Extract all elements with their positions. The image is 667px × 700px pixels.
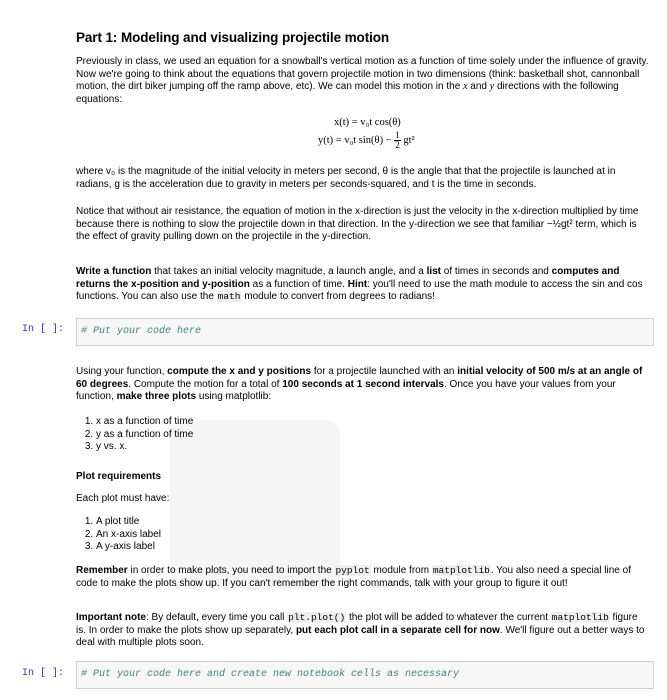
equation-y: y(t) = v₀t sin(θ) − $\frac{1}{2}$ gt² (318, 130, 415, 150)
task-function-paragraph: Write a function that takes an initial velocity magnitude, a launch angle, and a list of times in seconds and computes and returns the x-position and y-position as a function of time. Hint: you'll need to use the math module to access the sin and cos functions. You can also use the math module to convert from degrees to radians! (76, 266, 643, 302)
plots-list (76, 416, 650, 454)
list-item: 2. An x-axis label (96, 529, 650, 542)
list-item: 2. y as a function of time (96, 429, 650, 442)
notice-paragraph: Notice that without air resistance, the equation of motion in the x-direction is just the velocity in the x-direction multiplied by time because there is nothing to slow the projectile down in that direction. In the y-direction we see that familiar −½gt² term, which is the effect of gravity pulling down on the projectile in the y-direction. (76, 206, 639, 242)
list-item: 3. y vs. x. (96, 441, 650, 454)
requirements-heading: Plot requirements (76, 471, 162, 482)
equation-x: x(t) = v₀t cos(θ) (334, 117, 401, 128)
list-item: 1. x as a function of time (96, 416, 650, 429)
cell-prompt-1: In [ ]: (22, 324, 65, 335)
intro-paragraph: Previously in class, we used an equation for a snowball's vertical motion as a function of time solely under the influence of gravity. Now we're going to think about the equations that govern projectile motion in two dimensions (think: basketball shot, cannonball motion, the dirt biker jumping off the ramp above, etc). We can model this motion in the x and y directions with the following equations: (76, 56, 649, 105)
remember-paragraph: Remember in order to make plots, you need to import the pyplot module from matplotlib. You also need a special line of code to make the plots show up. If you can't remember the right commands, talk with your group to figure it out! (76, 565, 631, 589)
code-cell-2[interactable]: # Put your code here and create new notebook cells as necessary (76, 661, 654, 689)
cell-prompt-2: In [ ]: (22, 668, 65, 679)
page-title: Part 1: Modeling and visualizing projectile motion (76, 30, 390, 45)
list-item: 1. A plot title (96, 516, 650, 529)
requirements-list (76, 516, 650, 554)
important-paragraph: Important note: By default, every time you call plt.plot() the plot will be added to whatever the current matplotlib figure is. In order to make the plots show up separately, put each plot call in a separate cell for now. We'll figure out a better ways to deal with multiple plots soon. (76, 612, 645, 648)
list-item: 3. A y-axis label (96, 541, 650, 554)
code-cell-1[interactable]: # Put your code here (76, 318, 654, 346)
requirements-intro: Each plot must have: (76, 493, 170, 504)
task-compute-paragraph: Using your function, compute the x and y positions for a projectile launched with an initial velocity of 500 m/s at an angle of 60 degrees. Compute the motion for a total of 100 seconds at 1 second intervals. Once you have your values from your function, make three plots using matplotlib: (76, 366, 643, 402)
where-paragraph: where v₀ is the magnitude of the initial velocity in meters per second, θ is the angle that that the projectile is launched at in radians, g is the acceleration due to gravity in meters per seconds-squared, and t is the time in seconds. (76, 166, 616, 190)
